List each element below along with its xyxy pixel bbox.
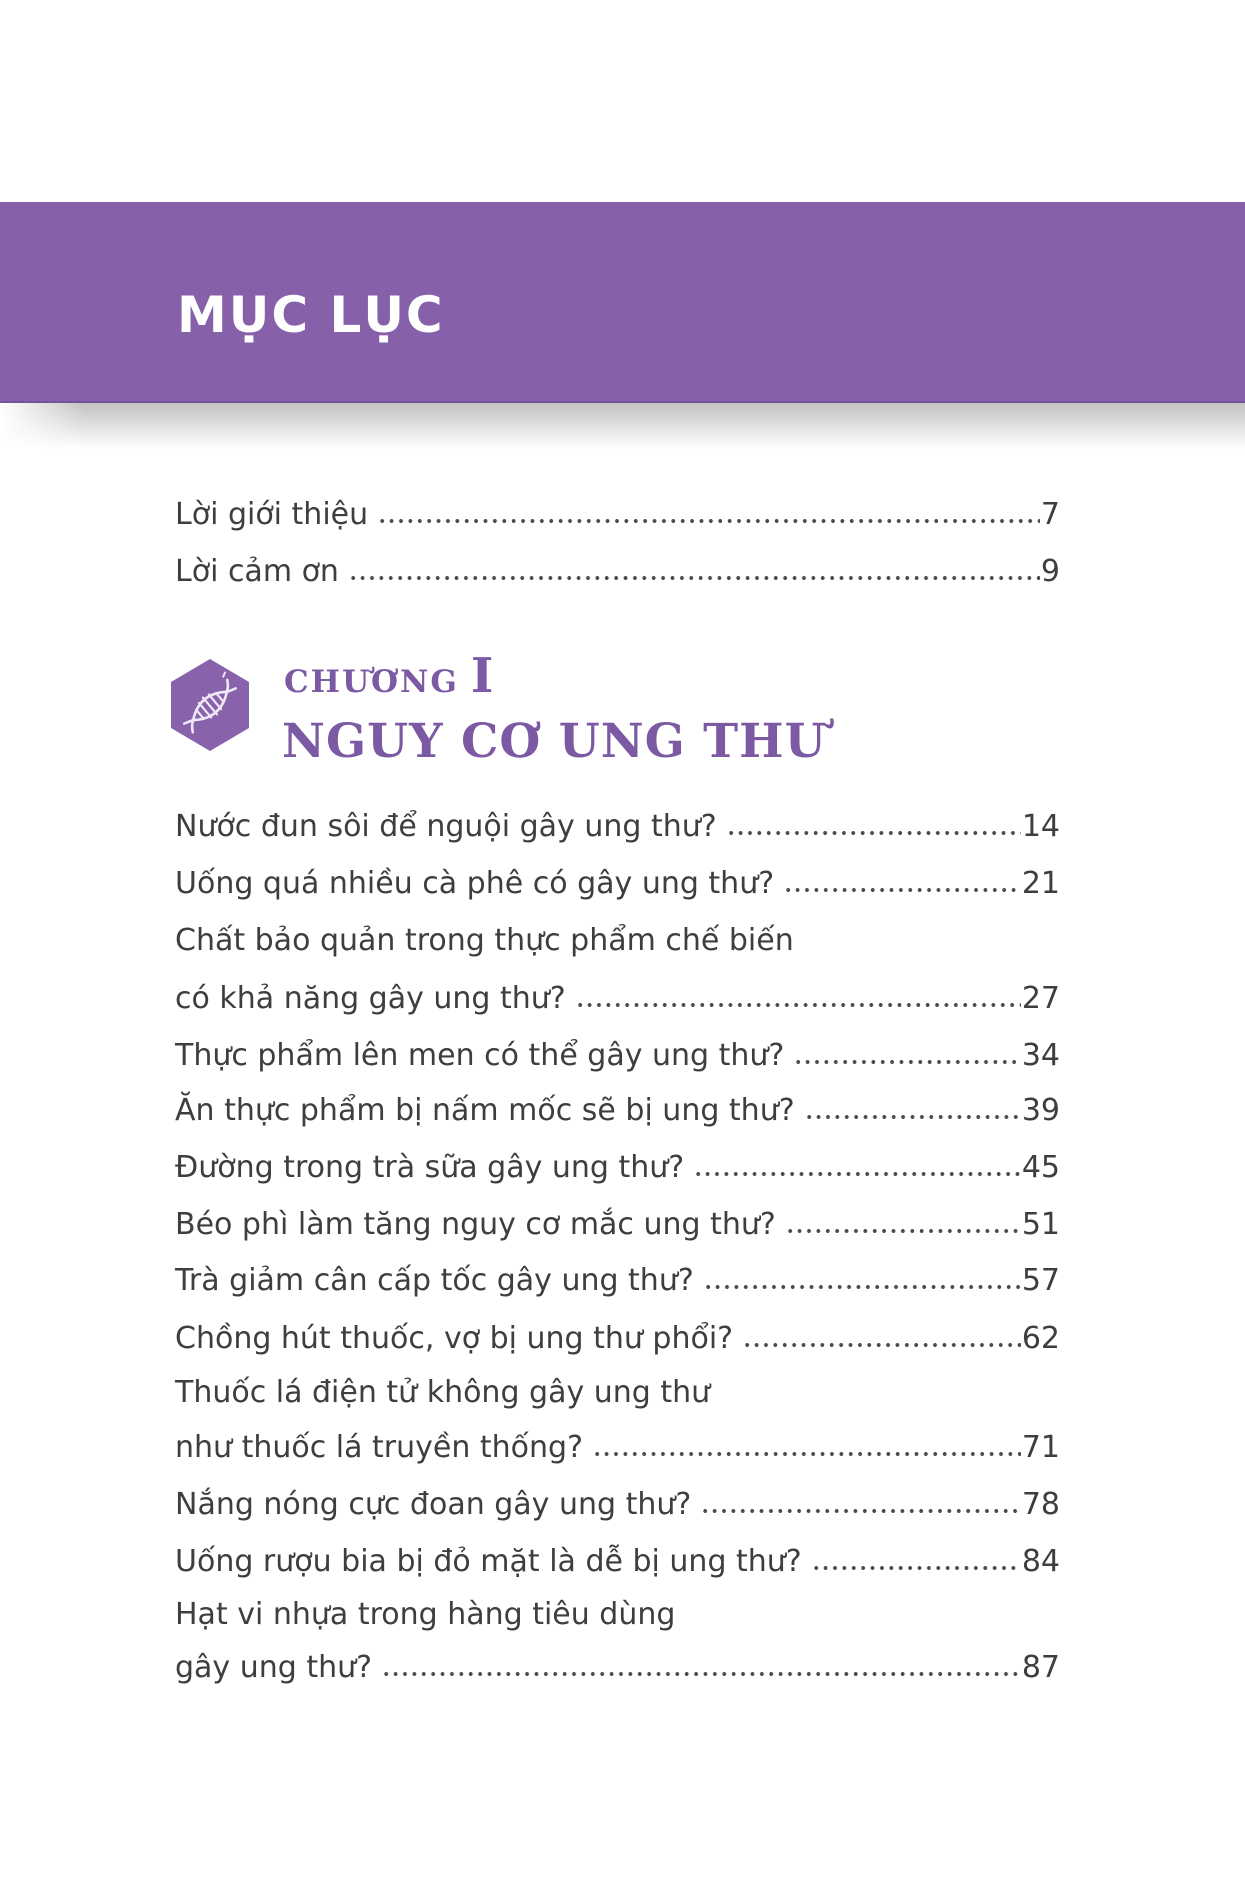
toc-row (175, 1205, 1060, 1245)
dot-leader (703, 1508, 1021, 1514)
toc-row (175, 864, 1060, 904)
dot-leader (351, 575, 1040, 581)
dot-leader (786, 887, 1021, 893)
entry-title: gây ung thư? (175, 1650, 373, 1685)
entry-title: như thuốc lá truyền thống? (175, 1430, 583, 1465)
toc-row (175, 1485, 1060, 1525)
page-number: 27 (1021, 981, 1060, 1016)
page-number: 34 (1021, 1038, 1060, 1073)
dot-leader (696, 1171, 1021, 1177)
toc-row (175, 1036, 1060, 1076)
toc-row (175, 495, 1060, 535)
toc-row (175, 552, 1060, 592)
entry-title: Nắng nóng cực đoan gây ung thư? (175, 1487, 692, 1522)
entry-title: Trà giảm cân cấp tốc gây ung thư? (175, 1263, 694, 1298)
dot-leader (380, 518, 1040, 524)
toc-row (175, 807, 1060, 847)
chapter-kicker (284, 650, 493, 703)
entry-title: Chất bảo quản trong thực phẩm chế biến (175, 923, 794, 958)
page-number: 39 (1021, 1093, 1060, 1128)
page-number: 9 (1040, 554, 1060, 589)
header-band (0, 202, 1245, 403)
page-number: 84 (1021, 1544, 1060, 1579)
dot-leader (595, 1451, 1021, 1457)
page-number: 78 (1021, 1487, 1060, 1522)
page-number: 62 (1021, 1321, 1060, 1356)
entry-title: có khả năng gây ung thư? (175, 981, 566, 1016)
dot-leader (796, 1059, 1020, 1065)
page-number: 21 (1021, 866, 1060, 901)
page-title: MỤC LỤC (177, 286, 445, 344)
entry-title: Nước đun sôi để nguội gây ung thư? (175, 809, 717, 844)
entry-title: Ăn thực phẩm bị nấm mốc sẽ bị ung thư? (175, 1093, 795, 1128)
dot-leader (745, 1342, 1021, 1348)
page-number: 45 (1021, 1150, 1060, 1185)
entry-title: Uống quá nhiều cà phê có gây ung thư? (175, 866, 775, 901)
toc-row (175, 1148, 1060, 1188)
entry-title: Lời giới thiệu (175, 497, 369, 532)
entry-title: Uống rượu bia bị đỏ mặt là dễ bị ung thư? (175, 1544, 802, 1579)
entry-title: Béo phì làm tăng nguy cơ mắc ung thư? (175, 1207, 776, 1242)
page-number: 87 (1021, 1650, 1060, 1685)
toc-row (175, 1373, 1060, 1413)
chapter-title: NGUY CƠ UNG THƯ (282, 714, 827, 769)
entry-title: Hạt vi nhựa trong hàng tiêu dùng (175, 1597, 676, 1632)
dot-leader (788, 1228, 1021, 1234)
toc-row (175, 979, 1060, 1019)
dot-leader (384, 1671, 1021, 1677)
toc-row (175, 1542, 1060, 1582)
toc-row (175, 1261, 1060, 1301)
toc-row (175, 1595, 1060, 1635)
toc-row (175, 1319, 1060, 1359)
toc-row (175, 1091, 1060, 1131)
entry-title: Đường trong trà sữa gây ung thư? (175, 1150, 685, 1185)
toc-row (175, 921, 1060, 961)
chapter-number: I (470, 648, 494, 704)
page-number: 71 (1021, 1430, 1060, 1465)
dot-leader (814, 1565, 1021, 1571)
chapter-kicker-label: CHƯƠNG (284, 664, 459, 700)
toc-row (175, 1648, 1060, 1688)
dot-leader (706, 1284, 1021, 1290)
entry-title: Chồng hút thuốc, vợ bị ung thư phổi? (175, 1321, 734, 1356)
page-number: 51 (1021, 1207, 1060, 1242)
dot-leader (578, 1002, 1021, 1008)
entry-title: Lời cảm ơn (175, 554, 339, 589)
page-number: 14 (1021, 809, 1060, 844)
dot-leader (807, 1114, 1021, 1120)
entry-title: Thuốc lá điện tử không gây ung thư (175, 1375, 711, 1410)
band-shadow (0, 403, 1245, 449)
entry-title: Thực phẩm lên men có thể gây ung thư? (175, 1038, 785, 1073)
toc-row (175, 1428, 1060, 1468)
dot-leader (729, 830, 1021, 836)
chapter-hexagon (171, 659, 249, 751)
page-number: 7 (1040, 497, 1060, 532)
page-number: 57 (1021, 1263, 1060, 1298)
